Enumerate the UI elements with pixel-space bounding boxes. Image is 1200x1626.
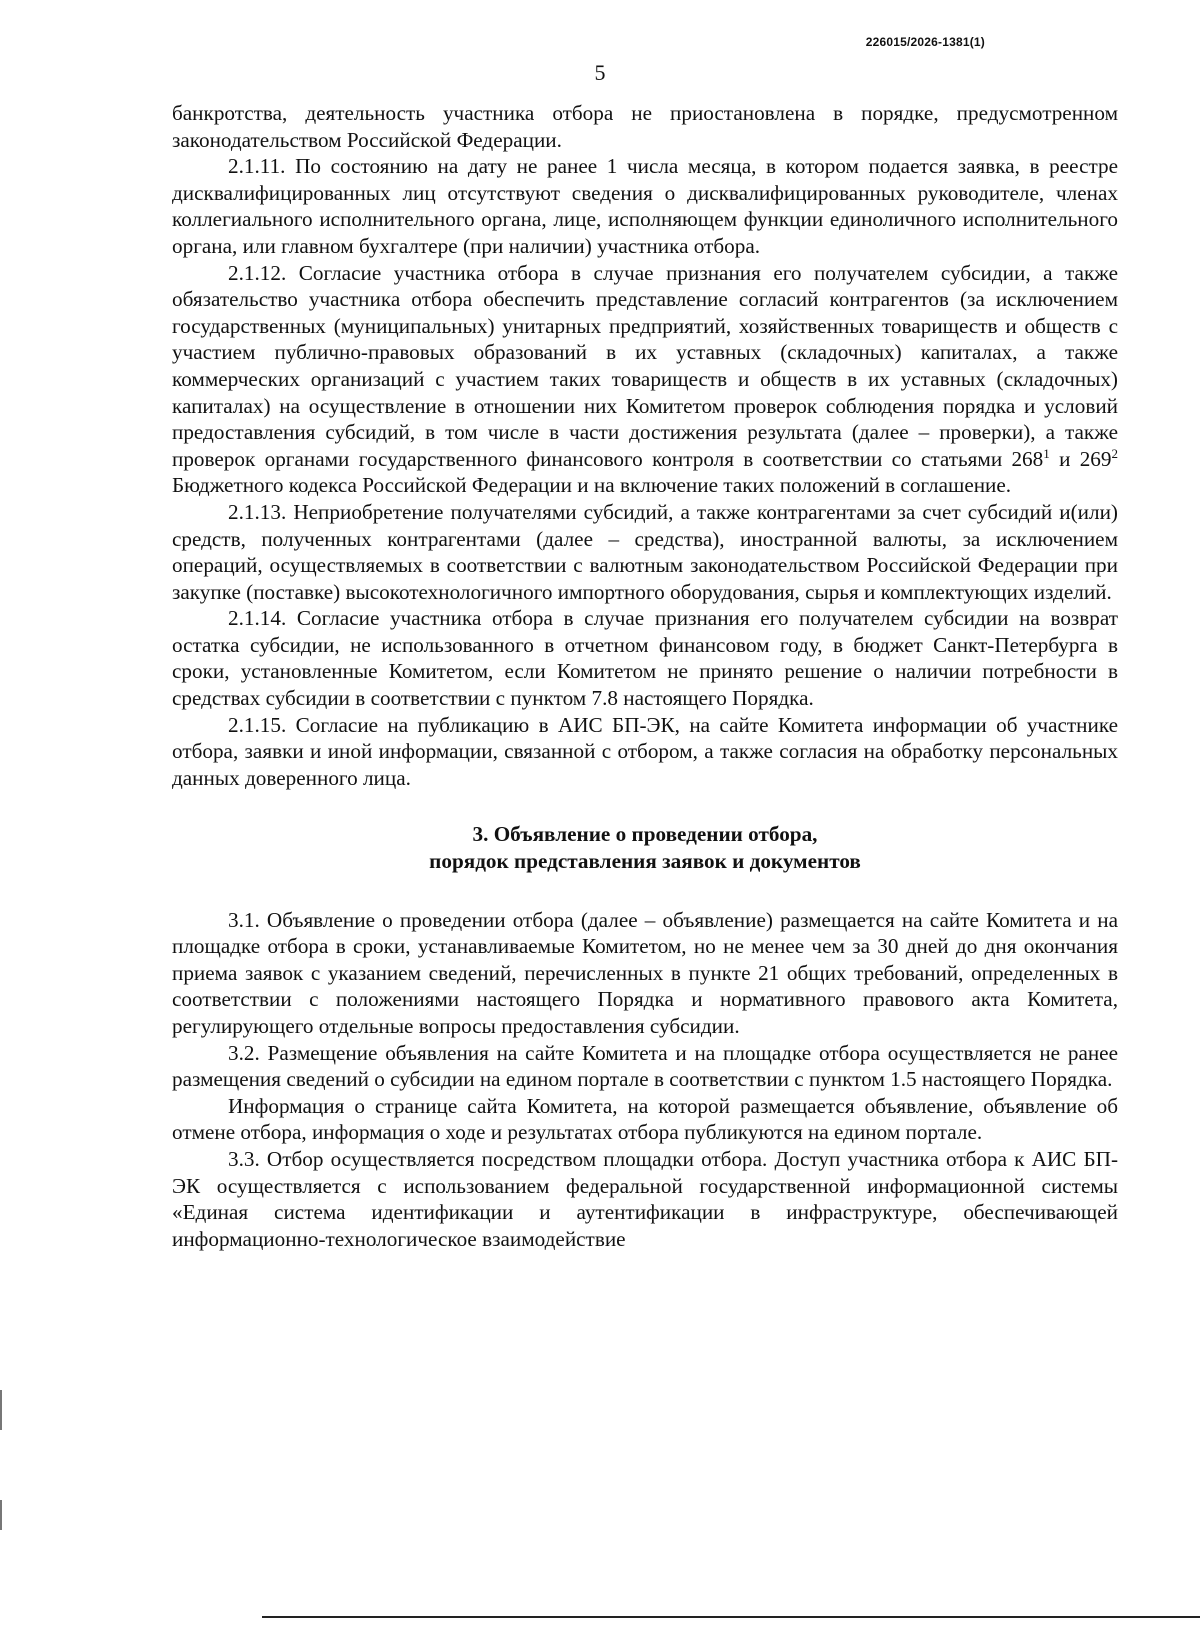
- paragraph-2-1-15: 2.1.15. Согласие на публикацию в АИС БП-ЭК, на сайте Комитета информации об участнике отбора, заявки и иной информации, связанной с отбором, а также согласия на обработку персональных данных доверенного лица.: [172, 712, 1118, 790]
- superscript-2: 2: [1111, 445, 1118, 461]
- paragraph-3-2: 3.2. Размещение объявления на сайте Комитета и на площадке отбора осуществляется не ранее размещения сведений о субсидии на едином портале в соответствии с пунктом 1.5 настоящего Порядка.: [172, 1040, 1118, 1092]
- page-number: 5: [594, 60, 606, 85]
- scan-bottom-edge-line: [262, 1616, 1200, 1618]
- paragraph-2-1-12: [172, 260, 1118, 499]
- paragraph-2-1-12-text-a: 2.1.12. Согласие участника отбора в случае признания его получателем субсидии, а также обязательство участника отбора обеспечить представление согласий контрагентов (за исключением государственных (муниципальных) унитарных предприятий, хозяйственных товариществ и обществ с участием публично-правовых образований в их уставных (складочных) капиталах, а также коммерческих организаций с участием таких товариществ и обществ в их уставных (складочных) капиталах) на осуществление в отношении них Комитетом проверок соблюдения порядка и условий предоставления субсидий, в том числе в части достижения результата (далее – проверки), а также проверок органами государственного финансового контроля в соответствии со статьями 268: [172, 260, 1118, 471]
- section-3-heading-line-1: 3. Объявление о проведении отбора,: [472, 822, 818, 847]
- paragraph-2-1-12-text-mid: и 269: [1049, 446, 1112, 471]
- scan-margin-mark: [0, 1390, 2, 1430]
- paragraph-3-1: 3.1. Объявление о проведении отбора (далее – объявление) размещается на сайте Комитета и на площадке отбора в сроки, устанавливаемые Комитетом, но не менее чем за 30 дней до дня окончания приема заявок с указанием сведений, перечисленных в пункте 21 общих требований, определенных в соответствии с положениями настоящего Порядка и нормативного правового акта Комитета, регулирующего отдельные вопросы предоставления субсидии.: [172, 907, 1118, 1038]
- paragraph-2-1-13: 2.1.13. Неприобретение получателями субсидий, а также контрагентами за счет субсидий и(или) средств, полученных контрагентами (далее – средства), иностранной валюты, за исключением операций, осуществляемых в соответствии с валютным законодательством Российской Федерации при закупке (поставке) высокотехнологичного импортного оборудования, сырья и комплектующих изделий.: [172, 499, 1118, 604]
- paragraph-3-3: 3.3. Отбор осуществляется посредством площадки отбора. Доступ участника отбора к АИС БП-ЭК осуществляется с использованием федеральной государственной информационной системы «Единая система идентификации и аутентификации в инфраструктуре, обеспечивающей информационно-технологическое взаимодействие: [172, 1146, 1118, 1251]
- paragraph-continuation: банкротства, деятельность участника отбора не приостановлена в порядке, предусмотренном законодательством Российской Федерации.: [172, 101, 1118, 152]
- paragraph-2-1-14: 2.1.14. Согласие участника отбора в случае признания его получателем субсидии на возврат остатка субсидии, не использованного в отчетном финансовом году, в бюджет Санкт-Петербурга в сроки, установленные Комитетом, если Комитетом не принято решение о наличии потребности в средствах субсидии в соответствии с пунктом 7.8 настоящего Порядка.: [172, 606, 1118, 711]
- scan-margin-mark: [0, 1500, 2, 1530]
- document-body: [172, 100, 1118, 1252]
- paragraph-2-1-11: 2.1.11. По состоянию на дату не ранее 1 числа месяца, в котором подается заявка, в реестре дисквалифицированных лиц отсутствуют сведения о дисквалифицированных руководителе, членах коллегиального исполнительного органа, лице, исполняющем функции единоличного исполнительного органа, или главном бухгалтере (при наличии) участника отбора.: [172, 154, 1118, 258]
- document-registration-number: 226015/2026-1381(1): [865, 35, 985, 49]
- superscript-1: 1: [1043, 445, 1050, 461]
- paragraph-info: Информация о странице сайта Комитета, на которой размещается объявление, объявление об отмене отбора, информация о ходе и результатах отбора публикуются на едином портале.: [172, 1093, 1118, 1145]
- section-3-heading: [172, 821, 1118, 874]
- paragraph-2-1-12-text-b: Бюджетного кодекса Российской Федерации и на включение таких положений в соглашение.: [172, 473, 1012, 498]
- section-3-heading-line-2: порядок представления заявок и документов: [429, 849, 861, 874]
